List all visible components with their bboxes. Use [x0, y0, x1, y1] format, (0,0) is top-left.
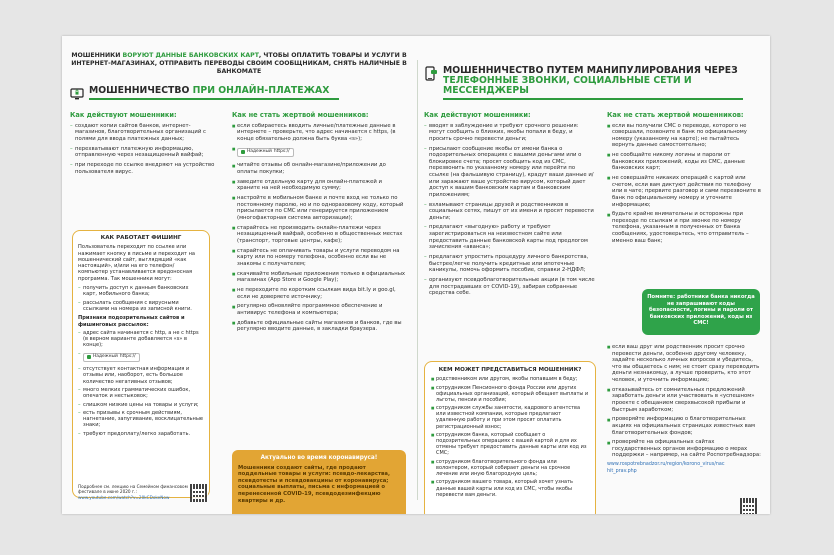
online-payments-panel [70, 52, 408, 514]
phishing-box-title: КАК РАБОТАЕТ ФИШИНГ [100, 235, 182, 241]
list-item: ■ сотрудником вашего товара, который хочет узнать данные вашей карты или код из СМС, чтобы якобы перевести вам деньги. [431, 479, 589, 497]
impersonation-list [431, 376, 589, 498]
list-item: ■ скачивайте мобильные приложения только в официальных магазинах (App Store и Google Play); [232, 271, 406, 284]
list-item: – предлагают упростить процедуру личного банкротства, быстрее/легче получить кредитные или ипотечные каникулы, помочь оформить пособие, справки 2-НДФЛ; [424, 254, 596, 274]
intro-text: МОШЕННИКИ ВОРУЮТ ДАННЫЕ БАНКОВСКИХ КАРТ, ЧТОБЫ ОПЛАТИТЬ ТОВАРЫ И УСЛУГИ В ИНТЕРНЕТ-МАГАЗИНАХ, ОТПРАВИТЬ ПЕРЕВОДЫ СВОИМ СООБЩНИКАМ, СНЯТЬ НАЛИЧНЫЕ В БАНКОМАТЕ [71, 52, 407, 75]
list-item: – создают копии сайтов банков, интернет-магазинов, благотворительных организаций с полями для ввода платежных данных; [70, 123, 218, 143]
list-item: – предлагают «выгодную» работу и требуют зарегистрироваться на неизвестном сайте или предоставить данные банковской карты под предлогом зачисления «аванса»; [424, 224, 596, 250]
list-item [232, 146, 406, 160]
how-fraudsters-act-column [70, 112, 218, 178]
list-item: – получить доступ к данным банковских карт, мобильного банка; [78, 285, 204, 298]
manipulation-panel [424, 52, 764, 514]
protection-tips-list-continued [607, 344, 761, 459]
brochure-sheet [62, 36, 770, 514]
list-item: ■ сотрудником банка, который сообщает о подозрительных операциях с вашей картой и для их отмены требует предоставить данные карты или код из СМС; [431, 432, 589, 456]
protection-tips-continued-column [607, 344, 761, 475]
online-payments-title: МОШЕННИЧЕСТВО ПРИ ОНЛАЙН-ПЛАТЕЖАХ [89, 85, 330, 96]
column-heading: Как не стать жертвой мошенников: [232, 111, 369, 119]
list-item: ■ регулярно обновляйте программное обеспечение и антивирус телефона и компьютера; [232, 303, 406, 316]
bank-never-asks-tip: Помните: работники банка никогда не запрашивают коды безопасности, логины и пароли от банковских приложений, коды из СМС! [642, 289, 760, 335]
alert-text: Мошенники создают сайты, где продают поддельные товары и услуги: псевдо-лекарства, псевдотесты и псевдовакцины от коронавируса; социальные выплаты, письма с информацией о перенесенной COVID-19, псевдодезинфекцию квартиры и др. [238, 464, 390, 504]
list-item: – адрес сайта начинается с http, а не с https (в верном варианте добавляется «s» в конце); [78, 330, 204, 349]
protection-tips-list [232, 123, 406, 333]
column-heading: Как действуют мошенники: [70, 111, 177, 119]
protection-tips-list [607, 123, 761, 245]
phishing-consequences-list [78, 285, 204, 312]
phishing-info-box [72, 230, 210, 498]
list-item: ■ сотрудником благотворительного фонда или волонтером, который собирает деньги на срочное лечение или иную благородную цель; [431, 459, 589, 477]
list-item: ■ старайтесь не оплачивать товары и услуги переводом на карту или по номеру телефона, особенно если вы не знакомы с получателем; [232, 248, 406, 268]
list-item: – отсутствует контактная информация и отзывы или, наоборот, есть большое количество негативных отзывов; [78, 366, 204, 385]
alert-title: Актуально во время коронавируса! [260, 455, 378, 461]
list-item: – при переходе по ссылке внедряют на устройство пользователя вирус. [70, 162, 218, 175]
list-item: – много мелких грамматических ошибок, опечаток и нестыковок; [78, 387, 204, 400]
list-item: ■ отказывайтесь от сомнительных предложений заработать деньги или участвовать в «успешном» проекте с обещанием сверхвысокой прибыли и быстрым заработком; [607, 387, 761, 413]
list-item: – рассылать сообщения с вирусными ссылками на номера из записной книги. [78, 300, 204, 313]
list-item: ■ добавьте официальные сайты магазинов и банков, где вы регулярно вводите данные, в закладки браузера. [232, 320, 406, 333]
list-item: – присылают сообщение якобы от имени банка о подозрительных операциях с вашими деньгами или о блокировке счета; просят сообщить код из СМС, перезвонить по указанному номеру или перейти по ссылке (на фальшивую страницу), крадут ваши данные и/или заражают ваше устройство вирусом, который дает доступ к вашим банковским картам и банковским приложениям; [424, 146, 596, 199]
fraud-methods-list [424, 123, 596, 297]
list-item: ■ проверяйте на официальных сайтах государственных органов информацию о мерах поддержки – например, на сайте Роспотребнадзора: [607, 439, 761, 459]
how-not-to-be-victim-column [607, 112, 761, 247]
how-fraudsters-act-column [424, 112, 596, 300]
address-bar-sample: ■ Надежный https:// [237, 148, 294, 158]
lock-icon [241, 150, 245, 154]
list-item: ■ заведите отдельную карту для онлайн-платежей и храните на ней необходимую сумму; [232, 179, 406, 192]
list-item: – требуют предоплату/легко заработать. [78, 431, 204, 437]
lock-icon [87, 355, 91, 359]
list-item: ■ сотрудником службы занятости, кадрового агентства или известной компании, которые предлагают удаленную работу и при этом просят оплатить регистрационный взнос; [431, 405, 589, 429]
list-item: – взламывают страницы друзей и родственников в социальных сетях, пишут от их имени и просят перевести деньги; [424, 202, 596, 222]
list-item: – перехватывают платежную информацию, отправленную через незащищенный вайфай; [70, 146, 218, 159]
online-payments-title-row [70, 86, 339, 100]
manipulation-title: МОШЕННИЧЕСТВО ПУТЕМ МАНИПУЛИРОВАНИЯ ЧЕРЕЗ ТЕЛЕФОННЫЕ ЗВОНКИ, СОЦИАЛЬНЫЕ СЕТИ И МЕССЕНДЖЕРЫ [443, 65, 738, 96]
list-item: – организуют псевдоблаготворительные акции (в том числе для пострадавших от COVID-19), забирая собранные средства себе. [424, 277, 596, 297]
impersonation-box-title: КЕМ МОЖЕТ ПРЕДСТАВИТЬСЯ МОШЕННИК? [438, 367, 582, 373]
column-heading: Как не стать жертвой мошенников: [607, 111, 744, 119]
list-item: ■ если вы получили СМС о переводе, которого не совершали, позвоните в банк по официальному номеру (указанному на карте); не пытайтесь вернуть данные самостоятельно; [607, 123, 761, 149]
lecture-footnote: Подробнее см. лекцию на Семейном финансовом фестивале в июне 2020 г.: www.youtube.com/watch?v=20kCDokeNow [78, 484, 188, 500]
list-item: ■ родственником или другом, якобы попавшим в беду; [431, 376, 589, 382]
rospotrebnadzor-link[interactable]: www.rospotrebnadzor.ru/region/korono_virus/nachit_prav.php [607, 462, 725, 474]
column-divider [417, 60, 418, 500]
suspicious-signs-list [78, 330, 204, 437]
phishing-description: Пользователь переходит по ссылке или нажимает кнопку в письме и переходит на мошеннический сайт, выглядящий «как настоящий», и/или на его телефон/компьютер устанавливается вредоносная программа. Так мошенники могут: [78, 244, 196, 282]
manipulation-title-row [424, 66, 743, 100]
list-item: ■ не переходите по коротким ссылкам вида bit.ly и goo.gl, если не доверяете источнику; [232, 287, 406, 300]
title-underline [443, 98, 743, 100]
list-item: – вводят в заблуждение и требуют срочного решения: могут сообщить о близких, якобы попали в беду, и просить срочно перевести деньги; [424, 123, 596, 143]
address-bar-sample: – Надежный https:// [83, 353, 140, 362]
list-item: ■ не совершайте никаких операций с картой или счетом, если вам диктуют действия по телефону или в чате; прервите разговор и сами перезвоните в банк по официальному номеру и уточните информацию; [607, 175, 761, 208]
list-item: ■ если собираетесь вводить личные/платежные данные в интернете – проверьте, что адрес начинается с https, (в конце обязательно должна быть буква «s»); [232, 123, 406, 143]
list-item: – слишком низкие цены на товары и услуги; [78, 402, 204, 408]
list-item: ■ будьте крайне внимательны и осторожны при переходе по ссылкам и при звонке по номеру телефона, указанным в полученных от банка сообщениях, удостоверьтесь, что отправитель – именно ваш банк; [607, 211, 761, 244]
column-heading: Как действуют мошенники: [424, 111, 531, 119]
suspicious-signs-heading: Признаки подозрительных сайтов и фишинговых рассылок: [78, 315, 185, 328]
title-underline [89, 98, 339, 100]
how-not-to-be-victim-column [232, 112, 406, 336]
list-item: ■ настройте в мобильном банке и почте вход не только по постоянному паролю, но и по одноразовому коду, который присылается по СМС или генерируется приложением (многофакторная система авторизации); [232, 195, 406, 221]
list-item: – есть призывы к срочным действиям, нагнетание, запугивание, восклицательные знаки; [78, 410, 204, 429]
list-item: ■ проверяйте информацию о благотворительных акциях на официальных страницах известных вам благотворительных фондов; [607, 416, 761, 436]
who-may-impersonate-box [424, 361, 596, 514]
coronavirus-alert-box [232, 450, 406, 514]
list-item: ■ старайтесь не производить онлайн-платежи через незащищенный вайфай, особенно в общественных местах (транспорт, торговые центры, кафе); [232, 225, 406, 245]
qr-code-icon [740, 498, 758, 514]
youtube-link[interactable]: www.youtube.com/watch?v=20kCDokeNow [78, 494, 170, 500]
phone-chat-icon [424, 66, 438, 80]
monitor-lock-icon [70, 86, 84, 100]
list-item: ■ читайте отзывы об онлайн-магазине/приложении до оплаты покупки; [232, 162, 406, 175]
list-item: ■ сотрудником Пенсионного фонда России или других официальных организаций, который обещает выплаты и льготы, пенсии и пособия; [431, 385, 589, 403]
fraud-methods-list [70, 123, 218, 176]
list-item [78, 351, 204, 364]
list-item: ■ если ваш друг или родственник просит срочно перевести деньги, особенно другому человеку, задайте несколько личных вопросов и убедитесь, что вы общаетесь с ним; не стоит сразу переводить деньги незнакомцу, а лучше проверить, кто этот человек, и уточнить информацию; [607, 344, 761, 384]
qr-code-icon [190, 484, 208, 502]
list-item: ■ не сообщайте никому логины и пароли от банковских приложений, коды из СМС, данные банковских карт; [607, 152, 761, 172]
